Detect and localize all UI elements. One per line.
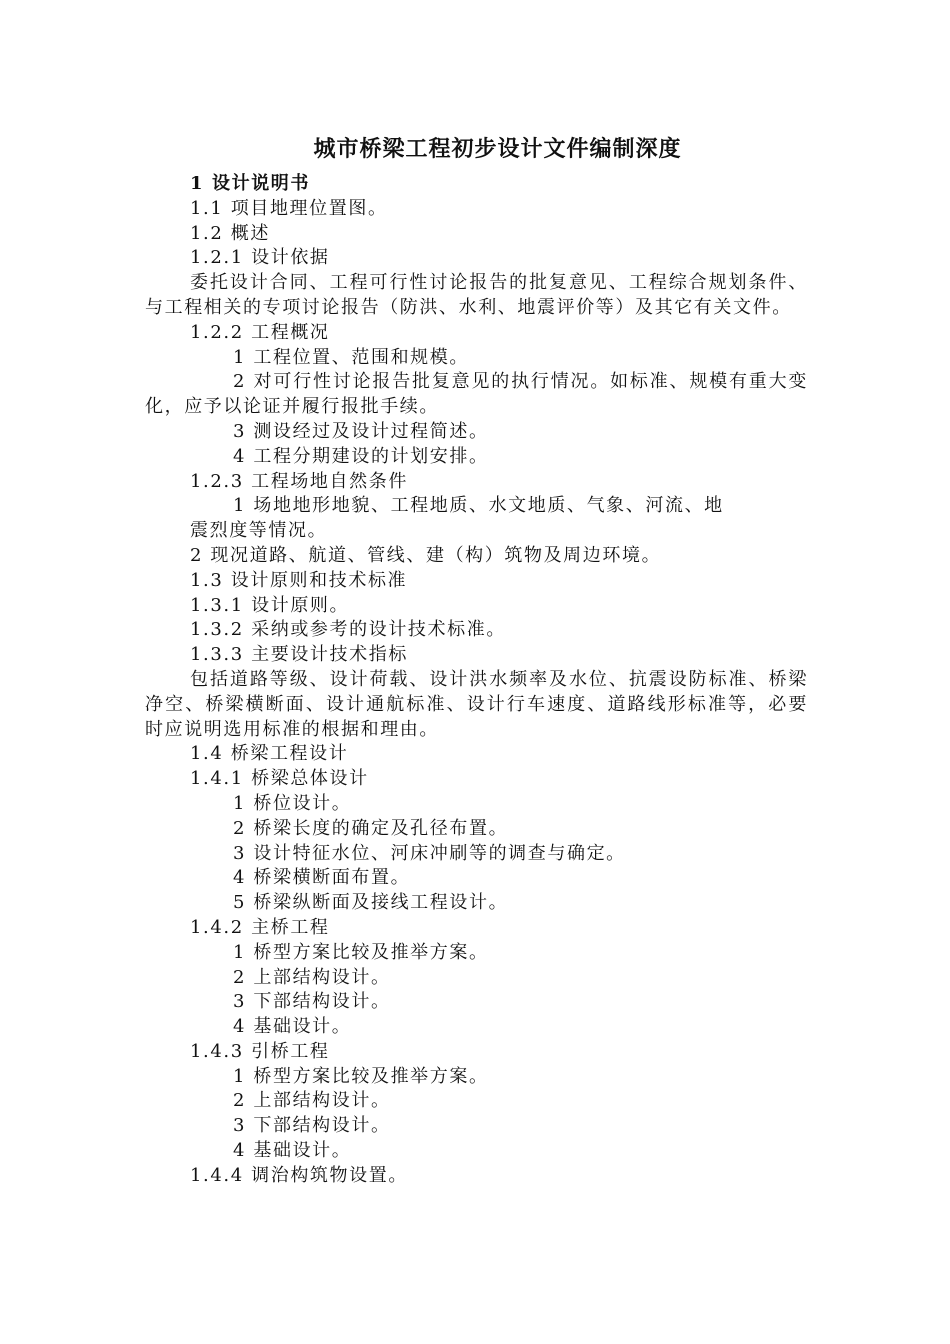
list-item: 4 工程分期建设的计划安排。 [233,445,489,467]
list-item: 2 桥梁长度的确定及孔径布置。 [233,817,509,839]
subsection-heading: 1.4.4 调治构筑物设置。 [190,1164,408,1186]
paragraph: 包括道路等级、设计荷载、设计洪水频率及水位、抗震设防标准、桥梁净空、桥梁横断面、设计通航标准、设计行车速度、道路线形标准等，必要时应说明选用标准的根据和理由。 [145,668,808,740]
list-item: 1 场地地形地貌、工程地质、水文地质、气象、河流、地 [233,495,724,517]
subsection-heading: 1.3.3 主要设计技术指标 [190,644,408,666]
subsection-heading: 1.3.2 采纳或参考的设计技术标准。 [190,619,506,641]
list-item: 2 现况道路、航道、管线、建（构）筑物及周边环境。 [190,544,662,566]
subsection-heading: 1.4.3 引桥工程 [190,1040,330,1062]
subsection-heading: 1.3 设计原则和技术标准 [190,569,408,591]
list-item: 1 桥型方案比较及推举方案。 [233,941,489,963]
subsection-heading: 1.2.3 工程场地自然条件 [190,470,408,492]
list-item: 1 桥型方案比较及推举方案。 [233,1065,489,1087]
subsection-heading: 1.2.1 设计依据 [190,247,330,269]
subsection-heading: 1.1 项目地理位置图。 [190,197,388,219]
list-item-continued: 震烈度等情况。 [190,520,328,542]
list-item: 3 下部结构设计。 [233,1115,391,1137]
list-item: 3 测设经过及设计过程简述。 [233,420,489,442]
list-item: 4 基础设计。 [233,1140,352,1162]
list-item: 1 工程位置、范围和规模。 [233,346,469,368]
subsection-heading: 1.4.1 桥梁总体设计 [190,768,369,790]
document-title: 城市桥梁工程初步设计文件编制深度 [313,136,682,162]
list-item: 5 桥梁纵断面及接线工程设计。 [233,892,509,914]
subsection-heading: 1.4 桥梁工程设计 [190,743,349,765]
list-item: 4 基础设计。 [233,1016,352,1038]
subsection-heading: 1.2 概述 [190,222,270,244]
list-item: 4 桥梁横断面布置。 [233,867,411,889]
subsection-heading: 1.3.1 设计原则。 [190,594,350,616]
list-item: 2 对可行性讨论报告批复意见的执行情况。如标准、规模有重大变化，应予以论证并履行报批手续。 [145,371,808,418]
subsection-heading: 1.2.2 工程概况 [190,321,330,343]
list-item: 2 上部结构设计。 [233,966,391,988]
subsection-heading: 1.4.2 主桥工程 [190,916,330,938]
list-item: 3 下部结构设计。 [233,991,391,1013]
paragraph: 委托设计合同、工程可行性讨论报告的批复意见、工程综合规划条件、与工程相关的专项讨论报告（防洪、水利、地震评价等）及其它有关文件。 [145,272,808,318]
list-item: 2 上部结构设计。 [233,1090,391,1112]
list-item: 1 桥位设计。 [233,792,352,814]
section-heading: 1 设计说明书 [190,173,310,194]
list-item: 3 设计特征水位、河床冲刷等的调查与确定。 [233,842,626,864]
document-body [145,172,808,1189]
